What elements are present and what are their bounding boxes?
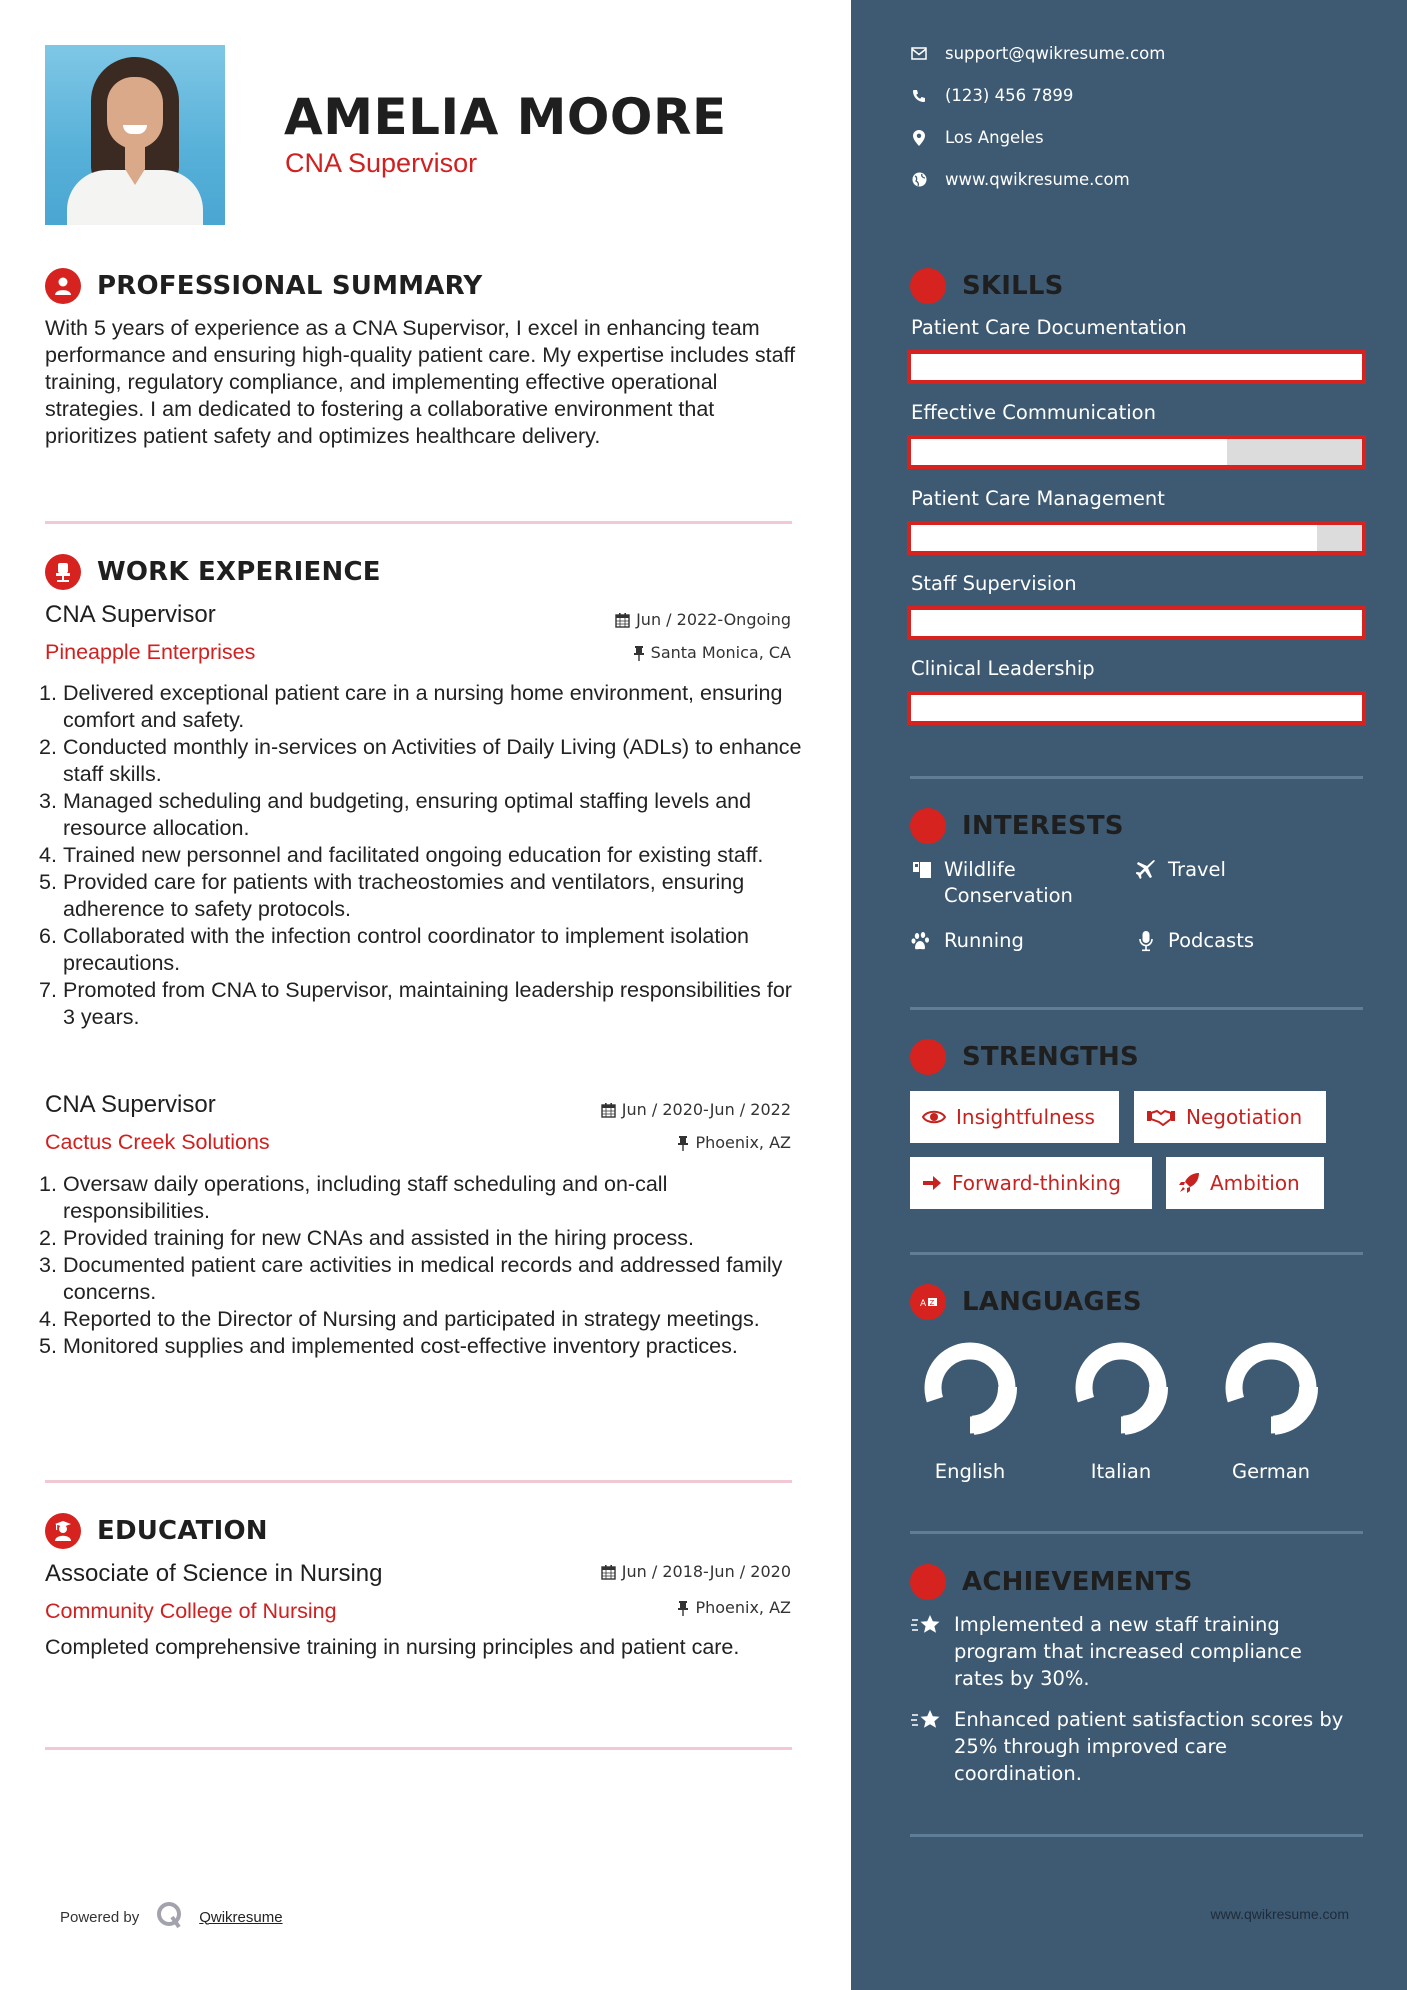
- skill-bar: [907, 435, 1366, 469]
- job-bullets: [39, 680, 805, 1031]
- interest-item: Wildlife Conservation: [910, 857, 1110, 909]
- star-icon: [910, 1564, 946, 1600]
- paw-icon: [910, 928, 934, 954]
- pushpin-icon: [677, 1600, 689, 1616]
- list-item: 5. Monitored supplies and implemented cost-effective inventory practices.: [39, 1334, 738, 1358]
- skill-bar-fill: [911, 439, 1227, 465]
- job-bullets: [39, 1171, 805, 1360]
- powered-by: Powered by Qwikresume: [60, 1900, 283, 1934]
- divider: [45, 1747, 792, 1750]
- graduate-icon: [45, 1513, 81, 1549]
- section-title: SKILLS: [962, 271, 1064, 301]
- calendar-icon: [615, 612, 630, 628]
- phone-icon: [910, 87, 928, 105]
- skill-label: Patient Care Management: [911, 487, 1165, 510]
- skill-bar-fill: [911, 610, 1362, 636]
- user-icon: [45, 268, 81, 304]
- job-dates: Jun / 2020-Jun / 2022: [601, 1100, 791, 1119]
- list-item: 5. Provided care for patients with tracheostomies and ventilators, ensuring adherence to safety protocols.: [39, 870, 745, 921]
- paper-plane-icon: [910, 808, 946, 844]
- section-header-skills: [910, 268, 1064, 304]
- section-title: LANGUAGES: [962, 1287, 1142, 1317]
- skill-label: Staff Supervision: [911, 572, 1077, 595]
- book-icon: [910, 857, 934, 883]
- list-item: 1. Delivered exceptional patient care in a nursing home environment, ensuring comfort and safety.: [39, 681, 783, 732]
- skill-bar-fill: [911, 695, 1362, 721]
- pushpin-icon: [633, 645, 645, 661]
- svg-text:A: A: [920, 1299, 927, 1309]
- section-header-experience: [45, 554, 381, 590]
- language-donut: [1071, 1338, 1171, 1438]
- divider: [45, 1480, 792, 1483]
- chair-icon: [45, 554, 81, 590]
- achievement-item: Enhanced patient satisfaction scores by 25% through improved care coordination.: [910, 1706, 1350, 1787]
- star-icon: [910, 1611, 942, 1638]
- footer-website-link[interactable]: www.qwikresume.com: [1210, 1906, 1349, 1922]
- list-item: 4. Reported to the Director of Nursing and participated in strategy meetings.: [39, 1307, 760, 1331]
- school-name: Community College of Nursing: [45, 1599, 337, 1623]
- section-header-summary: [45, 268, 482, 304]
- qwikresume-logo-icon: [155, 1900, 185, 1934]
- job-title: CNA Supervisor: [45, 1091, 216, 1118]
- candidate-title: CNA Supervisor: [285, 148, 478, 178]
- star-icon: [910, 1706, 942, 1733]
- contact-website[interactable]: www.qwikresume.com: [910, 170, 1130, 189]
- candidate-name: AMELIA MOORE: [284, 88, 727, 146]
- section-title: ACHIEVEMENTS: [962, 1567, 1193, 1597]
- globe-icon: [910, 171, 928, 189]
- achievement-item: Implemented a new staff training program that increased compliance rates by 30%.: [910, 1611, 1350, 1692]
- strength-chip: Insightfulness: [910, 1091, 1119, 1143]
- job-location: Phoenix, AZ: [677, 1133, 791, 1152]
- eye-icon: [922, 1109, 946, 1125]
- fist-icon: [910, 1039, 946, 1075]
- interest-item: Podcasts: [1134, 928, 1254, 954]
- education-dates: Jun / 2018-Jun / 2020: [601, 1562, 791, 1581]
- section-header-languages: [910, 1284, 1142, 1320]
- section-title: PROFESSIONAL SUMMARY: [97, 271, 483, 301]
- section-header-achievements: [910, 1564, 1193, 1600]
- education-description: Completed comprehensive training in nursing principles and patient care.: [45, 1635, 740, 1659]
- strength-chip: Ambition: [1166, 1157, 1324, 1209]
- list-item: 4. Trained new personnel and facilitated ongoing education for existing staff.: [39, 843, 764, 867]
- divider: [910, 1834, 1363, 1837]
- microphone-icon: [1134, 928, 1158, 954]
- strength-chip: Forward-thinking: [910, 1157, 1152, 1209]
- language-donut: [1221, 1338, 1321, 1438]
- list-item: 3. Documented patient care activities in medical records and addressed family concerns.: [39, 1253, 783, 1304]
- skill-label: Clinical Leadership: [911, 657, 1095, 680]
- section-header-interests: [910, 808, 1124, 844]
- job-title: CNA Supervisor: [45, 601, 216, 628]
- section-title: WORK EXPERIENCE: [97, 557, 381, 587]
- divider: [45, 521, 792, 524]
- skill-bar: [907, 606, 1366, 640]
- skill-bar-fill: [911, 525, 1317, 551]
- plane-icon: [1134, 857, 1158, 883]
- qwikresume-link[interactable]: Qwikresume: [199, 1908, 283, 1926]
- list-item: 6. Collaborated with the infection control coordinator to implement isolation precautions.: [39, 924, 749, 975]
- arrow-right-icon: [922, 1174, 942, 1192]
- list-item: 2. Conducted monthly in-services on Activities of Daily Living (ADLs) to enhance staff skills.: [39, 735, 802, 786]
- svg-text:Z: Z: [929, 1299, 935, 1307]
- map-marker-icon: [910, 129, 928, 147]
- language-donut: [920, 1338, 1020, 1438]
- list-item: 7. Promoted from CNA to Supervisor, maintaining leadership responsibilities for 3 years.: [39, 978, 792, 1029]
- calendar-icon: [601, 1564, 616, 1580]
- list-item: 2. Provided training for new CNAs and assisted in the hiring process.: [39, 1226, 694, 1250]
- calendar-icon: [601, 1102, 616, 1118]
- skill-bar: [907, 691, 1366, 725]
- skill-label: Effective Communication: [911, 401, 1156, 424]
- skill-bar-fill: [911, 354, 1362, 380]
- summary-text: With 5 years of experience as a CNA Supervisor, I excel in enhancing team performance and ensuring high-quality patient care. My expertise includes staff training, regulatory compliance, and implementing effective operational strategies. I am dedicated to fostering a collaborative environment that prioritizes patient safety and optimizes healthcare delivery.: [45, 316, 796, 448]
- company-name: Pineapple Enterprises: [45, 640, 256, 664]
- rocket-icon: [1178, 1172, 1200, 1194]
- degree-title: Associate of Science in Nursing: [45, 1560, 383, 1587]
- language-item: German: [1211, 1338, 1331, 1483]
- handshake-icon: [1146, 1108, 1176, 1126]
- section-header-strengths: [910, 1039, 1139, 1075]
- list-item: 3. Managed scheduling and budgeting, ensuring optimal staffing levels and resource allocation.: [39, 789, 752, 840]
- profile-photo: [45, 45, 225, 225]
- list-item: 1. Oversaw daily operations, including staff scheduling and on-call responsibilities.: [39, 1172, 668, 1223]
- section-title: INTERESTS: [962, 811, 1124, 841]
- company-name: Cactus Creek Solutions: [45, 1130, 270, 1154]
- contact-phone[interactable]: (123) 456 7899: [910, 86, 1073, 105]
- skill-bar: [907, 521, 1366, 555]
- divider: [910, 776, 1363, 779]
- section-title: EDUCATION: [97, 1516, 268, 1546]
- contact-email[interactable]: support@qwikresume.com: [910, 44, 1165, 63]
- job-dates: Jun / 2022-Ongoing: [615, 610, 791, 629]
- skill-bar: [907, 350, 1366, 384]
- strength-chip: Negotiation: [1134, 1091, 1326, 1143]
- section-title: STRENGTHS: [962, 1042, 1139, 1072]
- envelope-icon: [910, 45, 928, 63]
- contact-location: Los Angeles: [910, 128, 1044, 147]
- education-location: Phoenix, AZ: [677, 1598, 791, 1617]
- skill-label: Patient Care Documentation: [911, 316, 1187, 339]
- divider: [910, 1007, 1363, 1010]
- section-header-education: [45, 1513, 268, 1549]
- language-item: Italian: [1061, 1338, 1181, 1483]
- translate-icon: [910, 1284, 946, 1320]
- job-location: Santa Monica, CA: [633, 643, 791, 662]
- divider: [910, 1531, 1363, 1534]
- interest-item: Travel: [1134, 857, 1226, 883]
- lightbulb-icon: [910, 268, 946, 304]
- interest-item: Running: [910, 928, 1024, 954]
- divider: [910, 1252, 1363, 1255]
- language-item: English: [910, 1338, 1030, 1483]
- pushpin-icon: [677, 1135, 689, 1151]
